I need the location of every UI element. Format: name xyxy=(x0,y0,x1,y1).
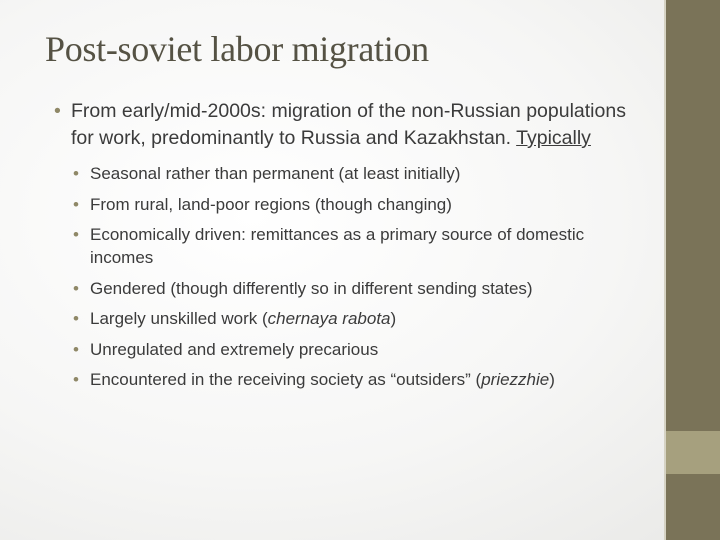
sub-bullet-text: Unregulated and extremely precarious xyxy=(90,339,379,359)
bullet-icon: • xyxy=(73,370,79,389)
sub-bullet-text: Seasonal rather than permanent (at least initially) xyxy=(90,164,461,183)
sidebar-accent-block xyxy=(666,431,720,474)
sub-bullet-text: From rural, land-poor regions (though changing) xyxy=(90,194,452,214)
bullet-icon: • xyxy=(73,309,79,328)
sub-bullet-item xyxy=(73,193,634,216)
bullet-icon: • xyxy=(73,194,79,214)
sub-bullet-text-post: ) xyxy=(549,370,555,389)
main-bullet-emphasis: Typically xyxy=(516,127,591,149)
sub-bullet-item xyxy=(73,277,634,300)
slide-content xyxy=(54,98,634,399)
bullet-icon: • xyxy=(73,164,79,183)
sub-bullet-text: Gendered (though differently so in different sending states) xyxy=(90,278,533,298)
sub-bullet-item xyxy=(73,307,634,330)
sub-bullet-item xyxy=(73,338,634,361)
sub-bullet-item xyxy=(73,223,634,269)
sub-bullet-italic-term: priezzhie xyxy=(481,370,550,389)
sub-bullet-text-pre: Largely unskilled work ( xyxy=(90,309,268,328)
bullet-icon: • xyxy=(73,225,79,244)
main-bullet xyxy=(54,98,634,152)
sub-bullet-text: Economically driven: remittances as a primary source of domestic incomes xyxy=(90,225,585,267)
bullet-icon: • xyxy=(54,100,61,122)
main-bullet-text: From early/mid-2000s: migration of the non-Russian populations for work, predominantly to Russia and Kazakhstan. xyxy=(71,100,626,149)
bullet-icon: • xyxy=(73,278,79,298)
bullet-icon: • xyxy=(73,339,79,359)
sub-bullet-list xyxy=(54,162,634,391)
slide-title: Post-soviet labor migration xyxy=(45,29,429,69)
sub-bullet-italic-term: chernaya rabota xyxy=(267,309,391,328)
sub-bullet-text-post: ) xyxy=(390,309,397,328)
sub-bullet-text-pre: Encountered in the receiving society as “outsiders” ( xyxy=(90,370,482,389)
sub-bullet-item xyxy=(73,162,634,185)
sub-bullet-item xyxy=(73,368,634,391)
